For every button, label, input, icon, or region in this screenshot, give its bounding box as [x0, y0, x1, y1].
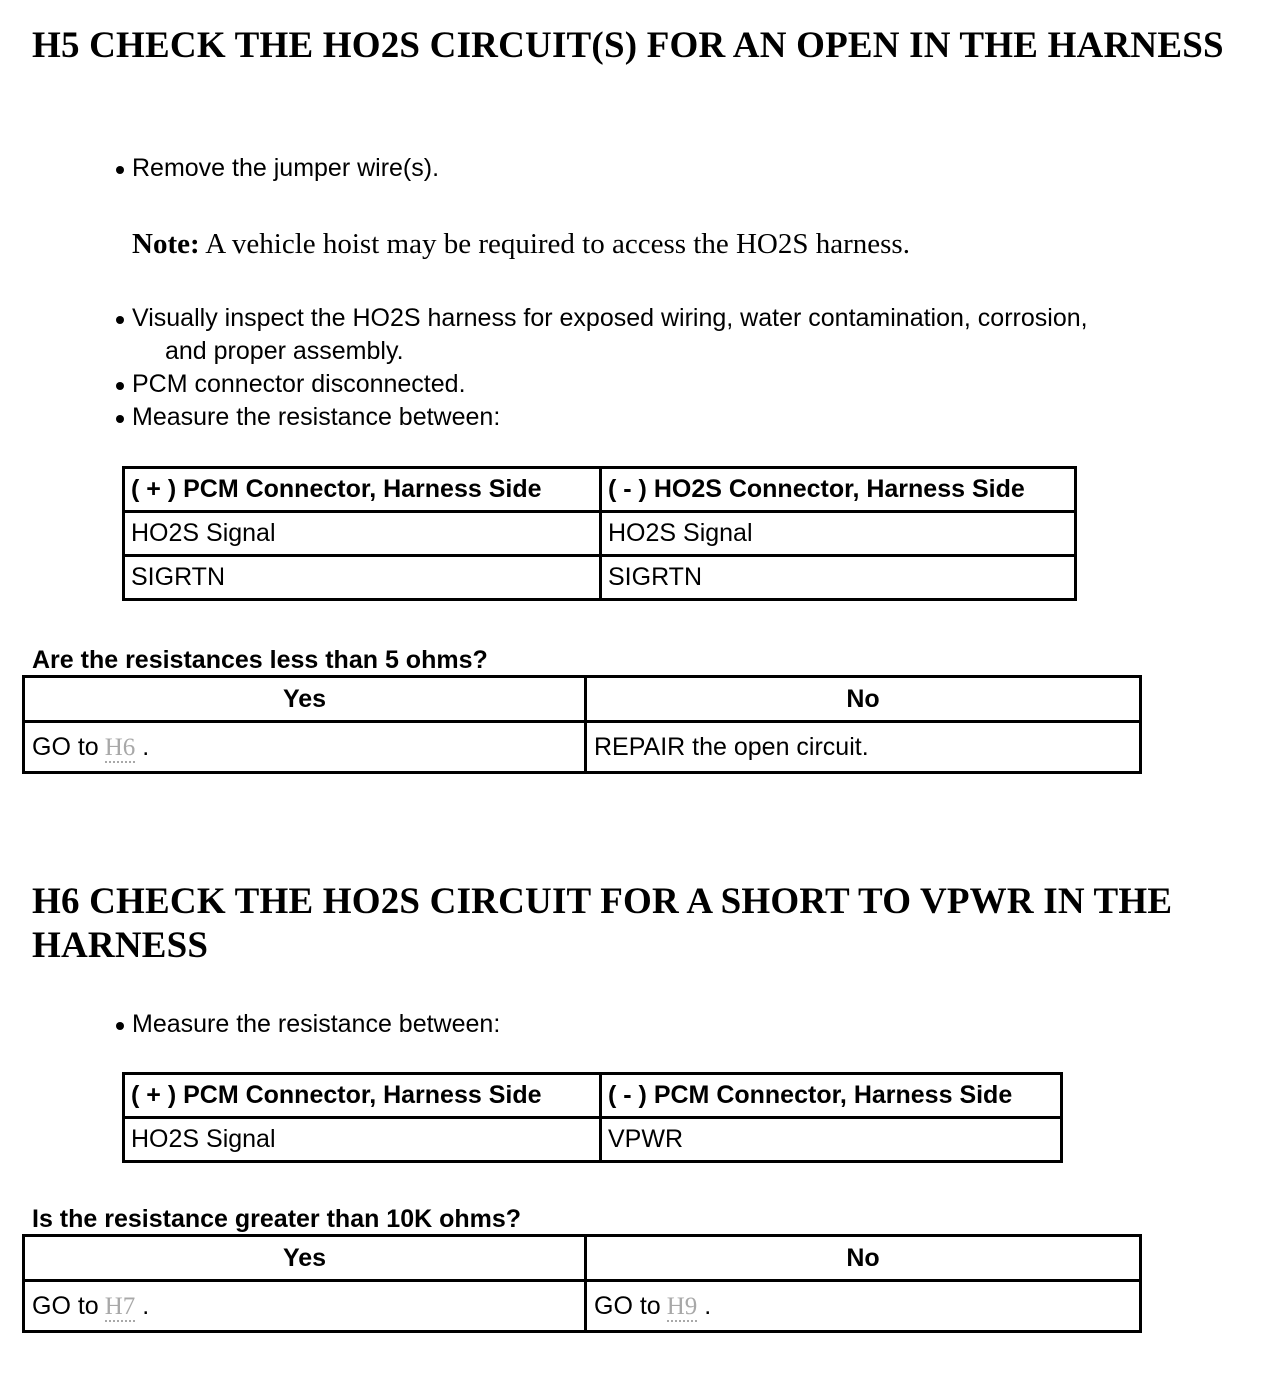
h5-note: [132, 226, 910, 262]
no-action-text: GO to: [594, 1291, 661, 1320]
result-action-row: [24, 1281, 1141, 1332]
bullet-measure-resistance: Measure the resistance between:: [112, 401, 1088, 434]
col-header-positive: ( + ) PCM Connector, Harness Side: [124, 468, 601, 512]
no-header: No: [586, 1236, 1141, 1281]
yes-action: [24, 1281, 586, 1332]
h5-bullet-list-1: [112, 152, 439, 185]
table-row: [124, 1118, 1062, 1162]
yes-action-text: GO to: [32, 732, 99, 761]
h6-measurement-table: [122, 1072, 1063, 1163]
table-cell: VPWR: [601, 1118, 1062, 1162]
bullet-measure-resistance: Measure the resistance between:: [112, 1008, 500, 1041]
note-text: A vehicle hoist may be required to access the HO2S harness.: [205, 228, 910, 260]
no-action-period: .: [704, 1291, 712, 1320]
bullet-inspect-harness: [112, 302, 1088, 368]
h6-question: Is the resistance greater than 10K ohms?: [32, 1205, 522, 1233]
h5-heading: H5 CHECK THE HO2S CIRCUIT(S) FOR AN OPEN IN THE HARNESS: [32, 25, 1224, 66]
bullet-inspect-line-1: Visually inspect the HO2S harness for exposed wiring, water contamination, corrosion,: [132, 304, 1088, 332]
link-h9[interactable]: H9: [666, 1292, 698, 1320]
h5-bullet-list-2: [112, 302, 1088, 434]
table-header-row: [124, 1074, 1062, 1118]
no-action: [586, 1281, 1141, 1332]
result-header-row: [24, 677, 1141, 722]
yes-action-period: .: [142, 1291, 150, 1320]
link-h7[interactable]: H7: [104, 1292, 136, 1320]
col-header-positive: ( + ) PCM Connector, Harness Side: [124, 1074, 601, 1118]
h5-result-table: [22, 675, 1142, 774]
h5-question: Are the resistances less than 5 ohms?: [32, 646, 488, 674]
h6-heading: H6 CHECK THE HO2S CIRCUIT FOR A SHORT TO VPWR IN THE HARNESS: [32, 881, 1173, 966]
result-action-row: [24, 722, 1141, 773]
yes-action-period: .: [142, 732, 150, 761]
h5-measurement-table: [122, 466, 1077, 601]
table-row: [124, 512, 1076, 556]
table-cell: HO2S Signal: [124, 1118, 601, 1162]
bullet-remove-jumper: Remove the jumper wire(s).: [112, 152, 439, 185]
bullet-inspect-line-2: and proper assembly.: [165, 337, 404, 365]
col-header-negative: ( - ) PCM Connector, Harness Side: [601, 1074, 1062, 1118]
no-header: No: [586, 677, 1141, 722]
note-label: Note:: [132, 228, 200, 260]
table-cell: SIGRTN: [601, 556, 1076, 600]
yes-action-text: GO to: [32, 1291, 99, 1320]
bullet-pcm-disconnected: PCM connector disconnected.: [112, 368, 1088, 401]
table-cell: HO2S Signal: [601, 512, 1076, 556]
col-header-negative: ( - ) HO2S Connector, Harness Side: [601, 468, 1076, 512]
h6-bullet-list: [112, 1008, 500, 1041]
yes-header: Yes: [24, 677, 586, 722]
yes-action: [24, 722, 586, 773]
h6-result-table: [22, 1234, 1142, 1333]
table-cell: HO2S Signal: [124, 512, 601, 556]
link-h6[interactable]: H6: [104, 733, 136, 761]
table-header-row: [124, 468, 1076, 512]
table-cell: SIGRTN: [124, 556, 601, 600]
table-row: [124, 556, 1076, 600]
yes-header: Yes: [24, 1236, 586, 1281]
no-action: REPAIR the open circuit.: [586, 722, 1141, 773]
result-header-row: [24, 1236, 1141, 1281]
